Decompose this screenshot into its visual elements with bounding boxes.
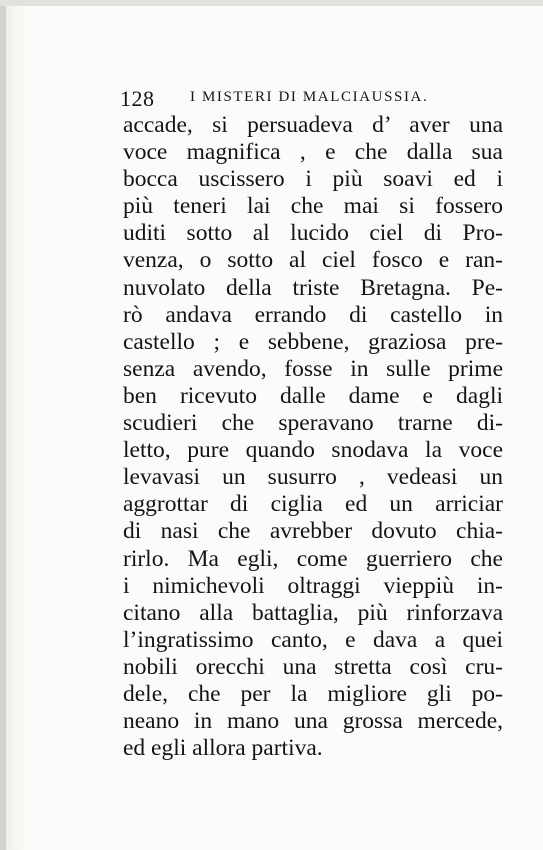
text-line: di nasi che avrebber dovuto chia- xyxy=(123,518,503,545)
text-line: letto, pure quando snodava la voce xyxy=(123,437,503,464)
page-top-edge xyxy=(0,0,543,6)
text-line: nobili orecchi una stretta così cru- xyxy=(123,653,503,680)
text-line: venza, o sotto al ciel fosco e ran- xyxy=(123,247,503,274)
body-text xyxy=(123,112,503,762)
page-header xyxy=(120,86,455,111)
text-line: accade, si persuadeva d’ aver una xyxy=(123,112,503,138)
text-line: ed egli allora partiva. xyxy=(123,735,323,762)
text-line: bocca uscissero i più soavi ed i xyxy=(123,166,503,193)
page-gutter-shadow xyxy=(0,0,6,850)
text-line: più teneri lai che mai si fossero xyxy=(123,193,503,220)
text-line: rirlo. Ma egli, come guerriero che xyxy=(123,545,503,572)
text-line: levavasi un susurro , vedeasi un xyxy=(123,464,503,491)
text-line: nuvolato della triste Bretagna. Pe- xyxy=(123,274,503,301)
text-line: citano alla battaglia, più rinforzava xyxy=(123,599,503,626)
text-line: scudieri che speravano trarne di- xyxy=(123,410,503,437)
text-line: rò andava errando di castello in xyxy=(123,301,503,328)
text-line: neano in mano una grossa mercede, xyxy=(123,708,503,735)
text-line: i nimichevoli oltraggi vieppiù in- xyxy=(123,572,503,599)
text-line: dele, che per la migliore gli po- xyxy=(123,680,503,707)
page-number: 128 xyxy=(120,86,155,111)
text-line: voce magnifica , e che dalla sua xyxy=(123,139,503,166)
text-line: aggrottar di ciglia ed un arriciar xyxy=(123,491,503,518)
text-line: castello ; e sebbene, graziosa pre- xyxy=(123,328,503,355)
text-line: l’ingratissimo canto, e dava a quei xyxy=(123,626,503,653)
text-line: uditi sotto al lucido ciel di Pro- xyxy=(123,220,503,247)
running-head: I MISTERI DI MALCIAUSSIA. xyxy=(190,89,429,105)
text-line: senza avendo, fosse in sulle prime xyxy=(123,355,503,382)
text-line: ben ricevuto dalle dame e dagli xyxy=(123,382,503,409)
